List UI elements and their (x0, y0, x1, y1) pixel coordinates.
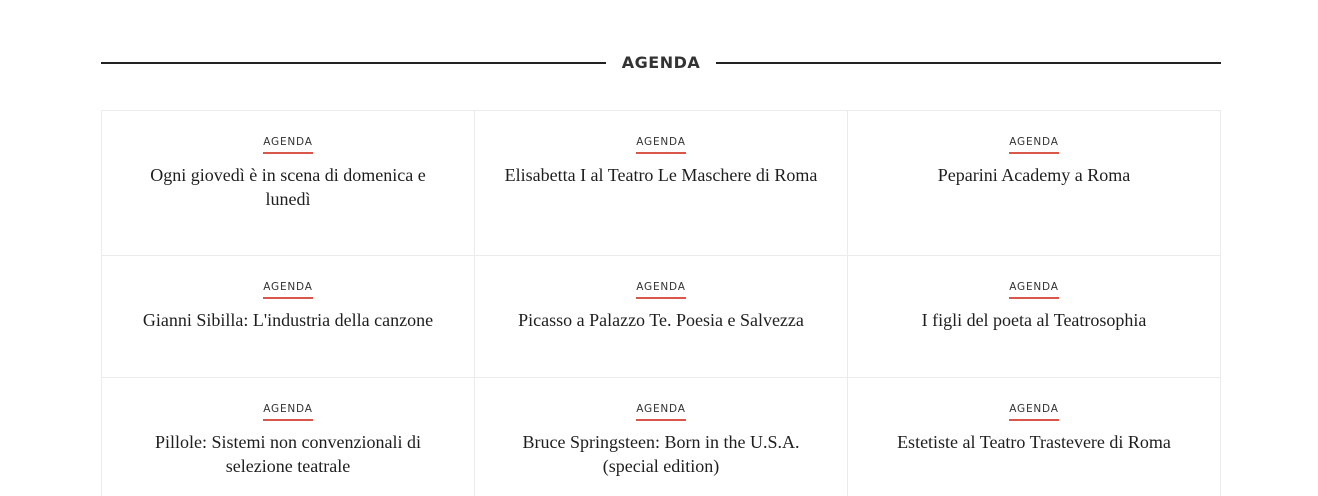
card-title[interactable]: Gianni Sibilla: L'industria della canzone (142, 310, 434, 330)
agenda-card[interactable] (474, 255, 848, 378)
category-badge[interactable]: AGENDA (1009, 136, 1059, 154)
header-rule-left (101, 62, 606, 64)
agenda-card[interactable] (847, 110, 1221, 256)
section-header (101, 44, 1221, 82)
agenda-grid (101, 110, 1220, 496)
section-title: AGENDA (621, 53, 701, 72)
category-badge[interactable]: AGENDA (263, 136, 313, 154)
category-badge[interactable]: AGENDA (1009, 403, 1059, 421)
category-badge[interactable]: AGENDA (636, 136, 686, 154)
card-title[interactable]: Pillole: Sistemi non convenzionali di selezione teatrale (155, 432, 421, 476)
card-title[interactable]: Elisabetta I al Teatro Le Maschere di Roma (504, 165, 818, 185)
card-title[interactable]: I figli del poeta al Teatrosophia (921, 310, 1147, 330)
agenda-card[interactable] (847, 255, 1221, 378)
category-badge[interactable]: AGENDA (636, 281, 686, 299)
card-title[interactable]: Ogni giovedì è in scena di domenica e lunedì (150, 165, 426, 209)
header-rule-right (716, 62, 1221, 64)
agenda-card[interactable] (847, 377, 1221, 496)
category-badge[interactable]: AGENDA (1009, 281, 1059, 299)
agenda-card[interactable] (101, 110, 475, 256)
category-badge[interactable]: AGENDA (636, 403, 686, 421)
agenda-card[interactable] (474, 377, 848, 496)
card-title[interactable]: Picasso a Palazzo Te. Poesia e Salvezza (518, 310, 804, 330)
category-badge[interactable]: AGENDA (263, 281, 313, 299)
card-title[interactable]: Bruce Springsteen: Born in the U.S.A. (special edition) (522, 432, 800, 476)
agenda-card[interactable] (474, 110, 848, 256)
agenda-card[interactable] (101, 255, 475, 378)
card-title[interactable]: Peparini Academy a Roma (937, 165, 1131, 185)
category-badge[interactable]: AGENDA (263, 403, 313, 421)
agenda-card[interactable] (101, 377, 475, 496)
card-title[interactable]: Estetiste al Teatro Trastevere di Roma (897, 432, 1171, 452)
